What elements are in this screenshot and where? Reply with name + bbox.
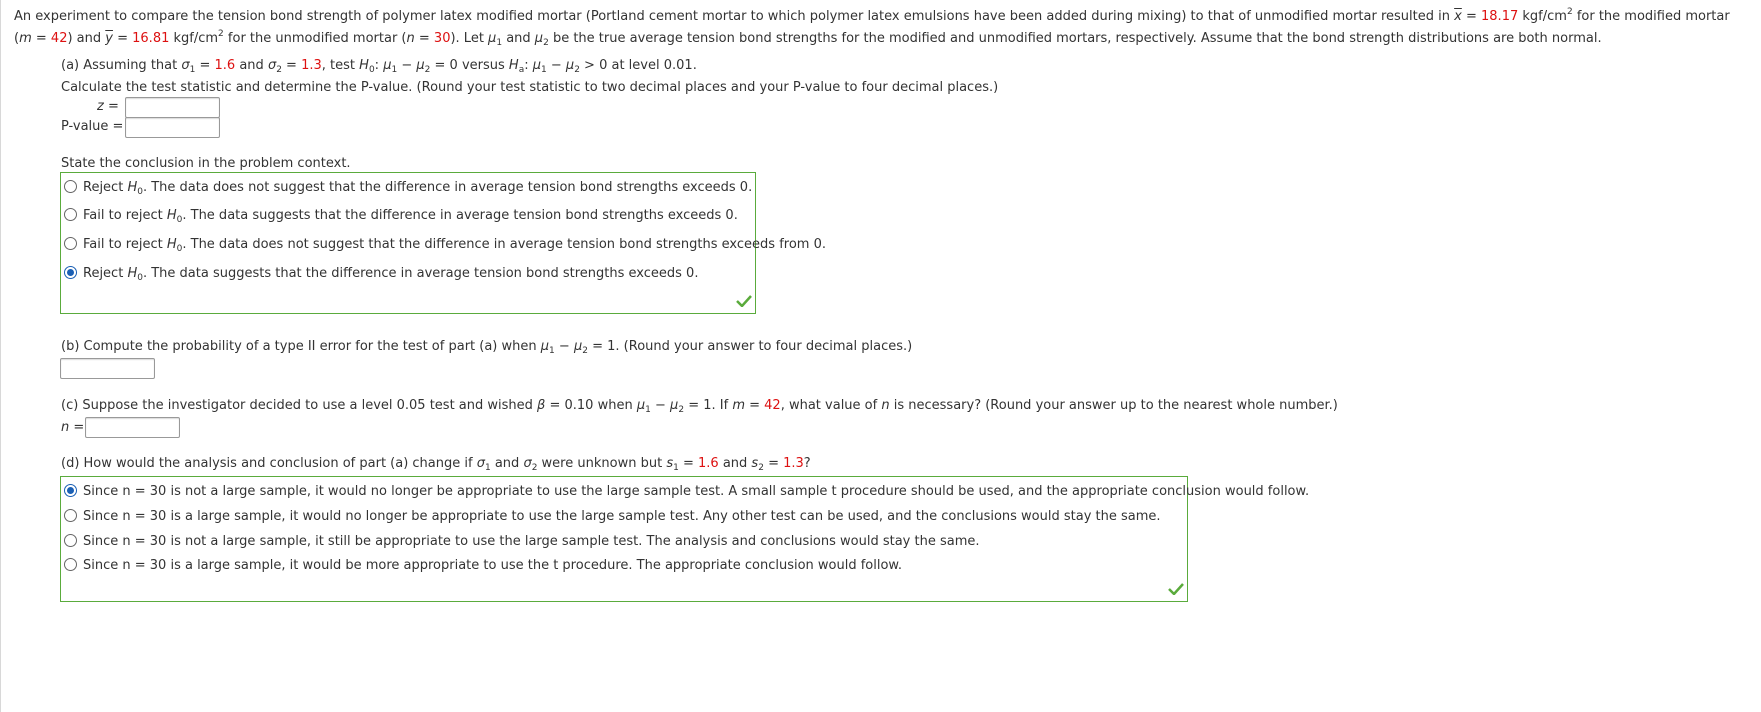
- part-c-question: (c) Suppose the investigator decided to use a level 0.05 test and wished β = 0.10 when $\mu_1 - \mu_2 = 1$. If m = 42, what value of n is necessary? (Round your answer up to the nearest whole number.): [61, 398, 1338, 415]
- z-statistic-input[interactable]: [125, 97, 220, 118]
- sample-size-input[interactable]: [85, 417, 180, 438]
- part-b-text: (b) Compute the probability of a type II error for the test of part (a) when: [61, 339, 537, 354]
- radio-button-selected[interactable]: [64, 266, 77, 279]
- problem-intro-line2: (m = 42) and $\overline{y} = 16.81$ kgf/$cm^2$ for the unmodified mortar (n = 30). Let $\mu_1$ and $\mu_2$ be the true average tension bond strengths for the modified and unmodified mortars, respectively. Assume that the bond strength distributions are both normal.: [14, 29, 1602, 48]
- sigma2-value: 1.3: [301, 58, 322, 73]
- part-a-question: (a) Assuming that $\sigma_1 = 1.6$ and $\sigma_2 = 1.3$, test $H_0$: $\mu_1 - \mu_2 = 0$ versus $H_a$: $\mu_1 - \mu_2 > 0$ at level 0.01.: [61, 58, 697, 75]
- radio-button[interactable]: [64, 534, 77, 547]
- part-d-option-1[interactable]: [64, 484, 1309, 499]
- part-a-option-4[interactable]: Reject $H_0$. The data suggests that the difference in average tension bond strengths exceeds 0.: [64, 266, 698, 283]
- problem-intro-line1: An experiment to compare the tension bond strength of polymer latex modified mortar (Portland cement mortar to which polymer latex emulsions have been added during mixing) to that of unmodified mortar resulted in $\overline{x} = 18.17$ kgf/$cm^2$ for the modified mortar: [14, 7, 1730, 24]
- p-value-label: P-value =: [61, 119, 124, 134]
- part-d-question: (d) How would the analysis and conclusion of part (a) change if $\sigma_1$ and $\sigma_2$ were unknown but $s_1 = 1.6$ and $s_2 = 1.3$?: [61, 456, 811, 473]
- part-c-text: (c) Suppose the investigator decided to use a level 0.05 test and wished: [61, 398, 533, 413]
- z-label: z =: [97, 99, 119, 114]
- checkmark-icon: [1168, 583, 1184, 595]
- option-text: Since n = 30 is a large sample, it would be more appropriate to use the t procedure. The appropriate conclusion would follow.: [83, 558, 902, 573]
- part-d-text: (d) How would the analysis and conclusion of part (a) change if: [61, 456, 473, 471]
- part-c-text4: is necessary? (Round your answer up to the nearest whole number.): [893, 398, 1338, 413]
- equals-sign: =: [1465, 9, 1477, 24]
- m-value: 42: [50, 31, 68, 46]
- option-lead: Reject: [83, 180, 124, 195]
- n-value: 30: [433, 31, 451, 46]
- part-b-question: (b) Compute the probability of a type II error for the test of part (a) when $\mu_1 - \mu_2 = 1$. (Round your answer to four decimal places.): [61, 339, 913, 356]
- beta-text: = 0.10 when: [549, 398, 633, 413]
- p-value-input[interactable]: [125, 117, 220, 138]
- option-lead: Fail to reject: [83, 208, 163, 223]
- type-ii-error-input[interactable]: [60, 358, 155, 379]
- left-border: [0, 0, 1, 712]
- radio-button[interactable]: [64, 208, 77, 221]
- part-a-option-2[interactable]: Fail to reject $H_0$. The data suggests that the difference in average tension bond strengths exceeds 0.: [64, 208, 738, 225]
- sigma1-value: 1.6: [214, 58, 236, 73]
- part-c-text2: = 1. If: [688, 398, 729, 413]
- s1-value: 1.6: [698, 456, 719, 471]
- option-text: The data does not suggest that the difference in average tension bond strengths exceeds 0.: [151, 180, 753, 195]
- radio-button[interactable]: [64, 237, 77, 250]
- radio-button[interactable]: [64, 180, 77, 193]
- radio-button-selected[interactable]: [64, 484, 77, 497]
- xbar-symbol: $\overline{x}$: [1454, 9, 1462, 24]
- part-b-tail: = 1. (Round your answer to four decimal places.): [592, 339, 913, 354]
- option-text: Since n = 30 is not a large sample, it still be appropriate to use the large sample test. The analysis and conclusions would stay the same.: [83, 534, 980, 549]
- part-d-option-4[interactable]: [64, 558, 902, 573]
- intro-text: An experiment to compare the tension bond strength of polymer latex modified mortar (Portland cement mortar to which polymer latex emulsions have been added during mixing) to that of unmodified mortar resulted in: [14, 9, 1450, 24]
- option-lead: Fail to reject: [83, 237, 163, 252]
- radio-button[interactable]: [64, 558, 77, 571]
- radio-button[interactable]: [64, 509, 77, 522]
- part-c-text3: , what value of: [780, 398, 878, 413]
- part-a-option-3[interactable]: Fail to reject $H_0$. The data does not suggest that the difference in average tension bond strengths exceeds from 0.: [64, 237, 826, 254]
- part-a-instruction: Calculate the test statistic and determine the P-value. (Round your test statistic to two decimal places and your P-value to four decimal places.): [61, 80, 999, 95]
- option-lead: Reject: [83, 266, 124, 281]
- part-d-option-2[interactable]: [64, 509, 1161, 524]
- ybar-value: 16.81: [132, 31, 170, 46]
- part-c-m-value: 42: [764, 398, 781, 413]
- s2-value: 1.3: [783, 456, 804, 471]
- checkmark-icon: [736, 295, 752, 307]
- option-text: Since n = 30 is not a large sample, it would no longer be appropriate to use the large sample test. A small sample t procedure should be used, and the appropriate conclusion would follow.: [83, 484, 1310, 499]
- option-text: The data suggests that the difference in average tension bond strengths exceeds 0.: [190, 208, 738, 223]
- xbar-value: 18.17: [1481, 9, 1519, 24]
- n-label: n =: [61, 420, 85, 435]
- conclusion-prompt: State the conclusion in the problem context.: [61, 156, 351, 171]
- intro-text-tail: for the modified mortar: [1576, 9, 1730, 24]
- part-a-option-1[interactable]: Reject $H_0$. The data does not suggest that the difference in average tension bond strengths exceeds 0.: [64, 180, 752, 197]
- alpha-level: 0.01: [663, 58, 693, 73]
- option-text: Since n = 30 is a large sample, it would no longer be appropriate to use the large sample test. Any other test can be used, and the conclusions would stay the same.: [83, 509, 1161, 524]
- option-text: The data does not suggest that the difference in average tension bond strengths exceeds from 0.: [190, 237, 826, 252]
- part-d-option-3[interactable]: [64, 534, 980, 549]
- unit-text: kgf/cm: [1522, 9, 1567, 24]
- option-text: The data suggests that the difference in average tension bond strengths exceeds 0.: [151, 266, 699, 281]
